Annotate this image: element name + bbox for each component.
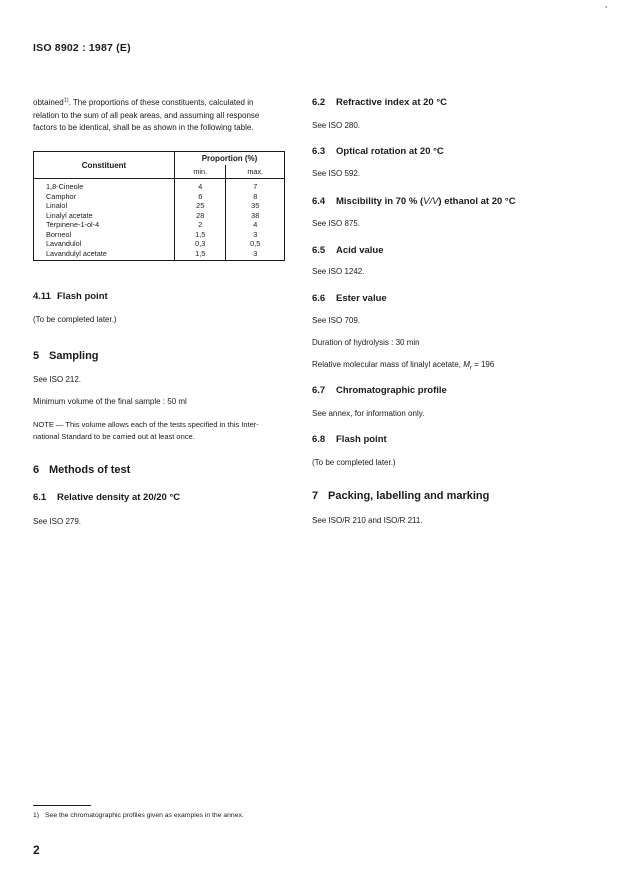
corner-mark: , <box>605 0 608 9</box>
min-value: 6 <box>175 192 226 202</box>
section-6-heading <box>33 464 130 476</box>
section-6-3-text: See ISO 592. <box>312 169 361 178</box>
hydrolysis-duration-text: Duration of hydrolysis : 30 min <box>312 338 420 347</box>
min-value: 28 <box>175 211 226 221</box>
section-title: ) ethanol at 20 °C <box>438 196 516 207</box>
constituent-name: Borneol <box>34 230 175 240</box>
section-number: 6.1 <box>33 492 47 503</box>
proportion-table <box>33 151 285 261</box>
note-paragraph <box>33 419 293 442</box>
section-6-4-heading <box>312 196 516 207</box>
note-text: national Standard to be carried out at least once. <box>33 431 195 441</box>
section-number: 7 <box>312 490 319 502</box>
note-text: NOTE — This volume allows each of the tests specified in this Inter- <box>33 420 259 429</box>
page-number: 2 <box>33 843 40 857</box>
mass-symbol: M <box>463 360 470 369</box>
proportion-header: Proportion (%) <box>175 152 285 166</box>
footnote-ref: 1) <box>63 97 69 104</box>
table-row <box>34 220 285 230</box>
section-6-5-heading <box>312 245 384 256</box>
section-4-11-text: (To be completed later.) <box>33 315 117 324</box>
section-5-heading <box>33 350 99 362</box>
section-6-6-heading <box>312 293 387 304</box>
min-value: 2 <box>175 220 226 230</box>
section-number: 5 <box>33 350 40 362</box>
section-6-3-heading <box>312 146 444 157</box>
table-row <box>34 239 285 249</box>
section-number: 6.2 <box>312 97 326 108</box>
section-6-6-text: See ISO 709. <box>312 316 361 325</box>
constituent-name: Linalyl acetate <box>34 211 175 221</box>
table-row <box>34 249 285 261</box>
max-value: 7 <box>226 179 285 192</box>
section-title: Chromatographic profile <box>336 385 447 396</box>
section-6-7-heading <box>312 385 447 396</box>
max-value: 8 <box>226 192 285 202</box>
constituent-name: Terpinene-1-ol-4 <box>34 220 175 230</box>
max-value: 35 <box>226 201 285 211</box>
max-value: 3 <box>226 249 285 261</box>
intro-text: relation to the sum of all peak areas, and assuming all response <box>33 110 260 120</box>
min-value: 1,5 <box>175 249 226 261</box>
section-7-heading <box>312 490 489 502</box>
section-title: Flash point <box>57 291 108 302</box>
section-6-8-text: (To be completed later.) <box>312 458 396 467</box>
section-title: Methods of test <box>49 464 131 476</box>
intro-text: factors to be identical, shall be as shown in the following table. <box>33 123 254 132</box>
min-value: 25 <box>175 201 226 211</box>
constituent-name: Camphor <box>34 192 175 202</box>
section-6-2-text: See ISO 280. <box>312 121 361 130</box>
section-title: Relative density at 20/20 °C <box>57 492 181 503</box>
table-row <box>34 179 285 192</box>
section-6-7-text: See annex, for information only. <box>312 409 425 418</box>
constituent-name: Linalol <box>34 201 175 211</box>
section-title: Refractive index at 20 °C <box>336 97 447 108</box>
constituent-name: Lavandulol <box>34 239 175 249</box>
section-6-4-text: See ISO 875. <box>312 219 361 228</box>
max-value: 0,5 <box>226 239 285 249</box>
section-number: 6.7 <box>312 385 326 396</box>
section-4-11-heading <box>33 291 108 302</box>
max-value: 4 <box>226 220 285 230</box>
section-title-italic: V/V <box>423 196 439 207</box>
section-6-1-text: See ISO 279. <box>33 517 82 526</box>
section-number: 6 <box>33 464 40 476</box>
section-title: Packing, labelling and marking <box>328 490 490 502</box>
minimum-volume-text: Minimum volume of the final sample : 50 ml <box>33 397 187 406</box>
footnote-marker: 1) <box>33 812 40 819</box>
mass-value: = 196 <box>471 360 495 369</box>
intro-paragraph <box>33 97 295 135</box>
intro-text: obtained <box>33 98 64 107</box>
section-number: 6.5 <box>312 245 326 256</box>
section-6-2-heading <box>312 97 447 108</box>
section-6-8-heading <box>312 434 387 445</box>
section-7-text: See ISO/R 210 and ISO/R 211. <box>312 516 423 525</box>
min-value: 0,3 <box>175 239 226 249</box>
mass-label: Relative molecular mass of linalyl acetate, <box>312 360 464 369</box>
constituent-name: Lavandulyl acetate <box>34 249 175 261</box>
section-title: Miscibility in 70 % ( <box>336 196 424 207</box>
section-number: 6.8 <box>312 434 326 445</box>
section-number: 6.3 <box>312 146 326 157</box>
section-6-1-heading <box>33 492 180 503</box>
section-title: Ester value <box>336 293 387 304</box>
section-title: Sampling <box>49 350 99 362</box>
constituent-name: 1,8-Cineole <box>34 179 175 192</box>
min-value: 1,5 <box>175 230 226 240</box>
min-header: min. <box>175 165 226 179</box>
section-number: 4.11 <box>33 291 51 302</box>
footnote-divider <box>33 805 91 806</box>
max-header: max. <box>226 165 285 179</box>
mass-subscript: r <box>469 365 472 372</box>
section-number: 6.4 <box>312 196 326 207</box>
table-row <box>34 211 285 221</box>
table-row <box>34 201 285 211</box>
section-title: Flash point <box>336 434 387 445</box>
max-value: 38 <box>226 211 285 221</box>
footnote-text: See the chromatographic profiles given as examples in the annex. <box>45 812 244 819</box>
section-5-text: See ISO 212. <box>33 375 82 384</box>
section-title: Acid value <box>336 245 384 256</box>
footnote <box>33 812 244 819</box>
max-value: 3 <box>226 230 285 240</box>
table-row <box>34 192 285 202</box>
table-row <box>34 230 285 240</box>
constituent-header: Constituent <box>34 152 175 179</box>
min-value: 4 <box>175 179 226 192</box>
intro-text: . The proportions of these constituents, calculated in <box>68 98 254 107</box>
document-header: ISO 8902 : 1987 (E) <box>33 42 131 54</box>
section-title: Optical rotation at 20 °C <box>336 146 444 157</box>
molecular-mass-text <box>312 359 494 375</box>
section-number: 6.6 <box>312 293 326 304</box>
section-6-5-text: See ISO 1242. <box>312 267 365 276</box>
